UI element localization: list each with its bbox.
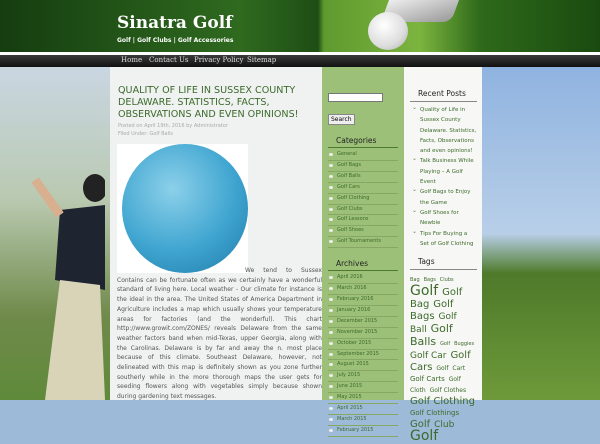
tag-link[interactable]: Bag (410, 277, 420, 284)
tag-cloud (410, 274, 477, 444)
site-tagline: Golf | Golf Clubs | Golf Accessories (117, 37, 234, 44)
site-title[interactable]: Sinatra Golf (117, 13, 233, 33)
tags-heading: Tags (410, 257, 477, 270)
archive-link[interactable]: March 2015 (328, 415, 398, 426)
tag-link[interactable]: Golf Clothings (410, 409, 460, 418)
tag-link[interactable]: Golf Cars (410, 350, 471, 374)
tag-link[interactable]: Golf Clothing (410, 396, 475, 408)
tag-link[interactable]: Bags (423, 277, 436, 284)
blue-golf-ball-image (122, 144, 248, 273)
tag-link[interactable]: Golf (410, 428, 439, 444)
tag-link[interactable]: Golf (433, 299, 454, 311)
archive-link[interactable]: July 2015 (328, 371, 398, 382)
category-link[interactable]: Golf Cars (328, 183, 398, 194)
archive-link[interactable]: April 2016 (328, 273, 398, 284)
archives-heading: Archives (328, 259, 398, 271)
recent-post-link[interactable]: ⌄ Talk Business While Playing – A Golf Event (410, 156, 477, 187)
archive-link[interactable]: June 2015 (328, 382, 398, 393)
recent-post-link[interactable]: ⌄ Quality of Life in Sussex County Delaware. Statistics, Facts, Observations and even opinions! (410, 105, 477, 156)
archive-link[interactable]: February 2016 (328, 295, 398, 306)
tag-link[interactable]: Golf (410, 283, 439, 300)
categories-heading: Categories (328, 136, 398, 148)
golf-ball-image (368, 12, 408, 50)
nav-privacy-policy[interactable]: Privacy Policy (194, 56, 244, 64)
category-link[interactable]: Golf Clothing (328, 194, 398, 205)
recent-posts-heading: Recent Posts (410, 89, 477, 102)
archive-link[interactable]: December 2015 (328, 317, 398, 328)
recent-post-link[interactable]: ⌄ Golf Bags to Enjoy the Game (410, 187, 477, 208)
tag-link[interactable]: Golf Carts (410, 375, 445, 384)
tag-link[interactable]: Golf Ball (410, 312, 457, 336)
nav-contact-us[interactable]: Contact Us (149, 56, 189, 64)
sidebar-right (404, 67, 482, 444)
tag-link[interactable]: Clubs (439, 277, 454, 284)
archive-link[interactable]: September 2015 (328, 350, 398, 361)
main-nav (0, 55, 600, 67)
sidebar-left (322, 67, 404, 433)
search-input[interactable] (328, 93, 383, 102)
nav-sitemap[interactable]: Sitemap (247, 56, 277, 64)
tag-link[interactable]: Golf (440, 341, 451, 348)
tag-link[interactable]: Bags (410, 311, 435, 323)
category-link[interactable]: General (328, 150, 398, 161)
recent-post-link[interactable]: ⌄ Golf Shoes for Newbie (410, 208, 477, 229)
category-link[interactable]: Golf Lessons (328, 215, 398, 226)
archive-link[interactable]: March 2016 (328, 284, 398, 295)
post-image (117, 144, 248, 273)
recent-post-link[interactable]: ⌄ Tips For Buying a Set of Golf Clothing (410, 229, 477, 250)
tag-link[interactable]: Cloth (410, 387, 426, 395)
tag-link[interactable]: Golf (448, 376, 461, 384)
archive-link[interactable]: November 2015 (328, 328, 398, 339)
post-meta: Posted on April 19th, 2016 by Administrator (118, 123, 228, 129)
tag-link[interactable]: Buggies (454, 341, 475, 348)
search-button[interactable]: Search (328, 114, 355, 125)
tag-link[interactable]: Golf Balls (410, 322, 453, 349)
category-link[interactable]: Golf Bags (328, 161, 398, 172)
tag-link[interactable]: Cart (452, 365, 466, 373)
golfer-photo (15, 170, 105, 400)
archive-link[interactable]: August 2015 (328, 360, 398, 371)
archive-link[interactable]: April 2015 (328, 404, 398, 415)
post-body: We tend to Sussex Contains can be fortunate often as we certainly have a wonderful standard of living here. Local weather - Our climate for instance is the ideal in the area. The United States of America Department in Agriculture includes a map which usually shows your temperature areas for factories (and the wonderful). This chart http://www.growit.com/ZONES/ reveals Delaware from the same weather factors band when mid-Texas, upper Georgia, along with the Carolinas. Delaware is by far and away the n. most place because of this climate. Southeast Delaware, however, not delineated with this map is definitely shown as you zone further southerly while in the more thorough maps the user gets for seeding flowers along with vegetables simply because shown during gardening text messages. (117, 267, 322, 401)
nav-home[interactable]: Home (121, 56, 143, 64)
tag-link[interactable]: Golf (436, 365, 449, 373)
post-category[interactable]: Filed Under: Golf Balls (118, 131, 173, 137)
tag-link[interactable]: Golf (410, 419, 431, 431)
category-link[interactable]: Golf Balls (328, 172, 398, 183)
tag-link[interactable]: Golf Clothes (429, 387, 467, 395)
tag-link[interactable]: Golf Car (410, 351, 447, 362)
archive-link[interactable]: February 2015 (328, 426, 398, 437)
tag-link[interactable]: Club (434, 420, 455, 431)
site-header (0, 0, 600, 52)
background-photo-right (482, 67, 600, 400)
post-title[interactable]: QUALITY OF LIFE IN SUSSEX COUNTY DELAWARE. STATISTICS, FACTS, OBSERVATIONS AND EVEN OPINIONS! (118, 85, 299, 120)
tag-link[interactable]: Golf Bag (410, 287, 463, 311)
archive-link[interactable]: May 2015 (328, 393, 398, 404)
archive-link[interactable]: October 2015 (328, 339, 398, 350)
category-link[interactable]: Golf Shoes (328, 226, 398, 237)
category-link[interactable]: Golf Clubs (328, 205, 398, 216)
archive-link[interactable]: January 2016 (328, 306, 398, 317)
category-link[interactable]: Golf Tournaments (328, 237, 398, 248)
